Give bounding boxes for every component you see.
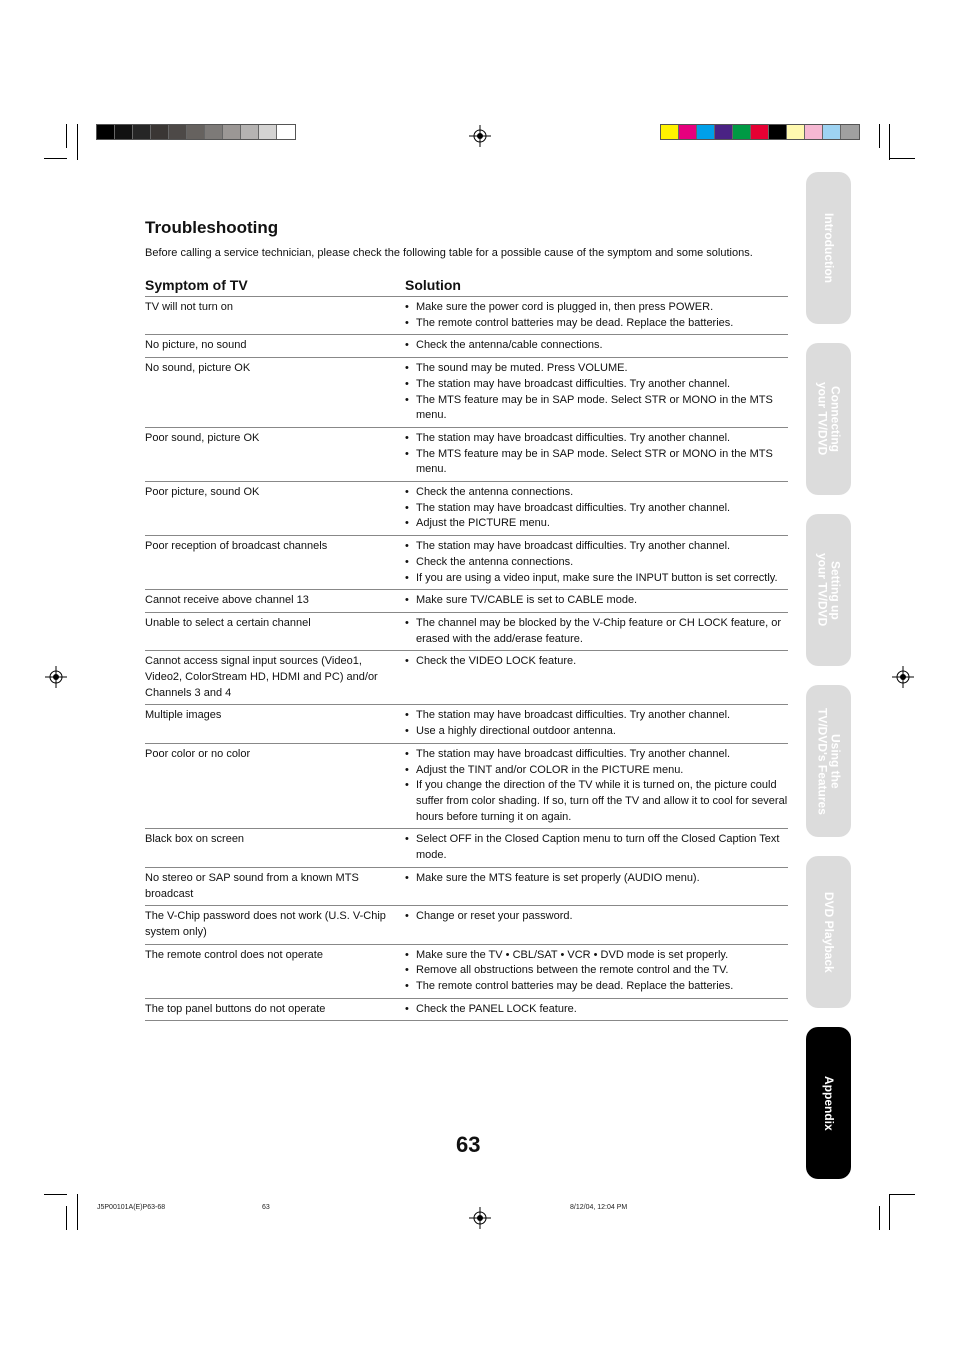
- color-swatch: [169, 125, 187, 139]
- solution-item: • Make sure TV/CABLE is set to CABLE mode.: [405, 593, 788, 609]
- color-swatch: [241, 125, 259, 139]
- table-row: [145, 999, 788, 1022]
- section-tab-label: DVD Playback: [822, 891, 836, 973]
- section-tab-label: Introduction: [822, 213, 836, 283]
- table-header: [145, 276, 788, 297]
- section-tab-label: Appendix: [822, 1075, 836, 1131]
- grayscale-color-bar: [96, 124, 296, 140]
- section-tab-label: Connecting your TV/DVD: [815, 382, 843, 456]
- table-row: [145, 945, 788, 999]
- solution-item: • Use a highly directional outdoor antenna.: [405, 724, 788, 740]
- color-swatch: [697, 125, 715, 139]
- color-swatch: [841, 125, 859, 139]
- table-row: [145, 705, 788, 743]
- color-swatch: [751, 125, 769, 139]
- symptom-cell: No stereo or SAP sound from a known MTS broadcast: [145, 871, 359, 900]
- color-swatch: [823, 125, 841, 139]
- solution-cell: [405, 747, 788, 826]
- table-row: [145, 297, 788, 335]
- solution-cell: [405, 539, 788, 586]
- solution-item: • Check the PANEL LOCK feature.: [405, 1002, 788, 1018]
- solution-item: • The MTS feature may be in SAP mode. Select STR or MONO in the MTS menu.: [405, 447, 788, 478]
- symptom-cell: Poor picture, sound OK: [145, 486, 260, 499]
- symptom-cell: Unable to select a certain channel: [145, 616, 311, 629]
- table-row: [145, 744, 788, 830]
- section-tab-label: Using the TV/DVD's Features: [815, 707, 843, 815]
- table-row: [145, 868, 788, 906]
- solution-cell: [405, 654, 788, 701]
- table-row: [145, 482, 788, 536]
- table-row: [145, 428, 788, 482]
- solution-cell: [405, 300, 788, 331]
- solution-item: • The remote control batteries may be dead. Replace the batteries.: [405, 316, 788, 332]
- section-tab[interactable]: [806, 685, 851, 837]
- solution-item: • The channel may be blocked by the V-Chip feature or CH LOCK feature, or erased with the add/erase feature.: [405, 616, 788, 647]
- solution-item: • If you are using a video input, make sure the INPUT button is set correctly.: [405, 571, 788, 587]
- color-swatch: [151, 125, 169, 139]
- solution-cell: [405, 871, 788, 902]
- color-swatch: [223, 125, 241, 139]
- solution-item: • Check the VIDEO LOCK feature.: [405, 654, 788, 670]
- table-row: [145, 335, 788, 358]
- solution-item: • Select OFF in the Closed Caption menu to turn off the Closed Caption Text mode.: [405, 832, 788, 863]
- color-swatch: [679, 125, 697, 139]
- registration-mark-icon: [892, 666, 914, 688]
- symptom-cell: Black box on screen: [145, 833, 245, 846]
- registration-mark-icon: [45, 666, 67, 688]
- color-swatch: [97, 125, 115, 139]
- table-row: [145, 651, 788, 705]
- solution-item: • The station may have broadcast difficulties. Try another channel.: [405, 431, 788, 447]
- intro-text: Before calling a service technician, please check the following table for a possible cause of the symptom and some solutions.: [145, 247, 753, 259]
- symptom-cell: The top panel buttons do not operate: [145, 1002, 326, 1015]
- footer-page: 63: [262, 1204, 270, 1211]
- solution-item: • Remove all obstructions between the remote control and the TV.: [405, 963, 788, 979]
- table-row: [145, 536, 788, 590]
- symptom-cell: TV will not turn on: [145, 301, 234, 313]
- color-swatch: [277, 125, 295, 139]
- solution-item: • Adjust the PICTURE menu.: [405, 516, 788, 532]
- table-row: [145, 358, 788, 428]
- solution-cell: [405, 431, 788, 478]
- solution-item: • Adjust the TINT and/or COLOR in the PICTURE menu.: [405, 763, 788, 779]
- process-color-bar: [660, 124, 860, 140]
- table-row: [145, 906, 788, 944]
- symptom-cell: No picture, no sound: [145, 339, 247, 352]
- solution-cell: [405, 485, 788, 532]
- solution-item: • The station may have broadcast difficulties. Try another channel.: [405, 501, 788, 517]
- symptom-cell: Poor color or no color: [145, 747, 251, 760]
- solution-item: • The sound may be muted. Press VOLUME.: [405, 361, 788, 377]
- section-tab-label: Setting up your TV/DVD: [815, 553, 843, 627]
- solution-cell: [405, 708, 788, 739]
- page-title: Troubleshooting: [145, 218, 279, 237]
- color-swatch: [733, 125, 751, 139]
- color-swatch: [205, 125, 223, 139]
- solution-item: • Make sure the MTS feature is set properly (AUDIO menu).: [405, 871, 788, 887]
- symptom-cell: No sound, picture OK: [145, 362, 251, 375]
- solution-item: • Make sure the TV • CBL/SAT • VCR • DVD mode is set properly.: [405, 948, 788, 964]
- solution-cell: [405, 361, 788, 424]
- solution-cell: [405, 616, 788, 647]
- color-swatch: [661, 125, 679, 139]
- symptom-cell: The V-Chip password does not work (U.S. V-Chip system only): [145, 910, 386, 938]
- table-row: [145, 590, 788, 613]
- symptom-header: Symptom of TV: [145, 277, 248, 293]
- solution-item: • The station may have broadcast difficulties. Try another channel.: [405, 377, 788, 393]
- solution-item: • Make sure the power cord is plugged in, then press POWER.: [405, 300, 788, 316]
- symptom-cell: Poor sound, picture OK: [145, 431, 260, 444]
- symptom-cell: Poor reception of broadcast channels: [145, 540, 328, 553]
- registration-mark-icon: [469, 1207, 491, 1229]
- troubleshooting-table: [145, 276, 788, 1021]
- solution-item: • The station may have broadcast difficulties. Try another channel.: [405, 747, 788, 763]
- solution-header: Solution: [405, 277, 461, 293]
- solution-item: • Check the antenna connections.: [405, 485, 788, 501]
- section-tab[interactable]: [806, 1027, 851, 1179]
- solution-cell: [405, 909, 788, 940]
- solution-item: • The MTS feature may be in SAP mode. Select STR or MONO in the MTS menu.: [405, 393, 788, 424]
- registration-mark-icon: [469, 125, 491, 147]
- solution-cell: [405, 338, 788, 354]
- solution-item: • Change or reset your password.: [405, 909, 788, 925]
- solution-item: • Check the antenna/cable connections.: [405, 338, 788, 354]
- solution-item: • The station may have broadcast difficulties. Try another channel.: [405, 708, 788, 724]
- footer-datetime: 8/12/04, 12:04 PM: [570, 1204, 628, 1211]
- section-tab[interactable]: [806, 343, 851, 495]
- symptom-cell: Cannot receive above channel 13: [145, 594, 309, 607]
- color-swatch: [805, 125, 823, 139]
- color-swatch: [115, 125, 133, 139]
- solution-cell: [405, 1002, 788, 1018]
- table-row: [145, 829, 788, 867]
- symptom-cell: Multiple images: [145, 709, 222, 722]
- table-body: [145, 297, 788, 1021]
- solution-item: • The remote control batteries may be dead. Replace the batteries.: [405, 979, 788, 995]
- solution-item: • If you change the direction of the TV while it is turned on, the picture could suffer from color shading. If so, turn off the TV and allow it to cool for several hours before turning it on again.: [405, 778, 788, 825]
- color-swatch: [133, 125, 151, 139]
- color-swatch: [187, 125, 205, 139]
- table-row: [145, 613, 788, 651]
- solution-cell: [405, 832, 788, 863]
- color-swatch: [715, 125, 733, 139]
- symptom-cell: Cannot access signal input sources (Video1, Video2, ColorStream HD, HDMI and PC) and/or Channels 3 and 4: [145, 655, 378, 699]
- color-swatch: [787, 125, 805, 139]
- color-swatch: [769, 125, 787, 139]
- section-tab[interactable]: [806, 172, 851, 324]
- page-number: 63: [456, 1132, 481, 1157]
- solution-cell: [405, 593, 788, 609]
- solution-cell: [405, 948, 788, 995]
- footer-file: J5P00101A(E)P63-68: [97, 1204, 166, 1211]
- symptom-cell: The remote control does not operate: [145, 948, 323, 961]
- solution-item: • The station may have broadcast difficulties. Try another channel.: [405, 539, 788, 555]
- section-tab[interactable]: [806, 514, 851, 666]
- section-tab[interactable]: [806, 856, 851, 1008]
- color-swatch: [259, 125, 277, 139]
- solution-item: • Check the antenna connections.: [405, 555, 788, 571]
